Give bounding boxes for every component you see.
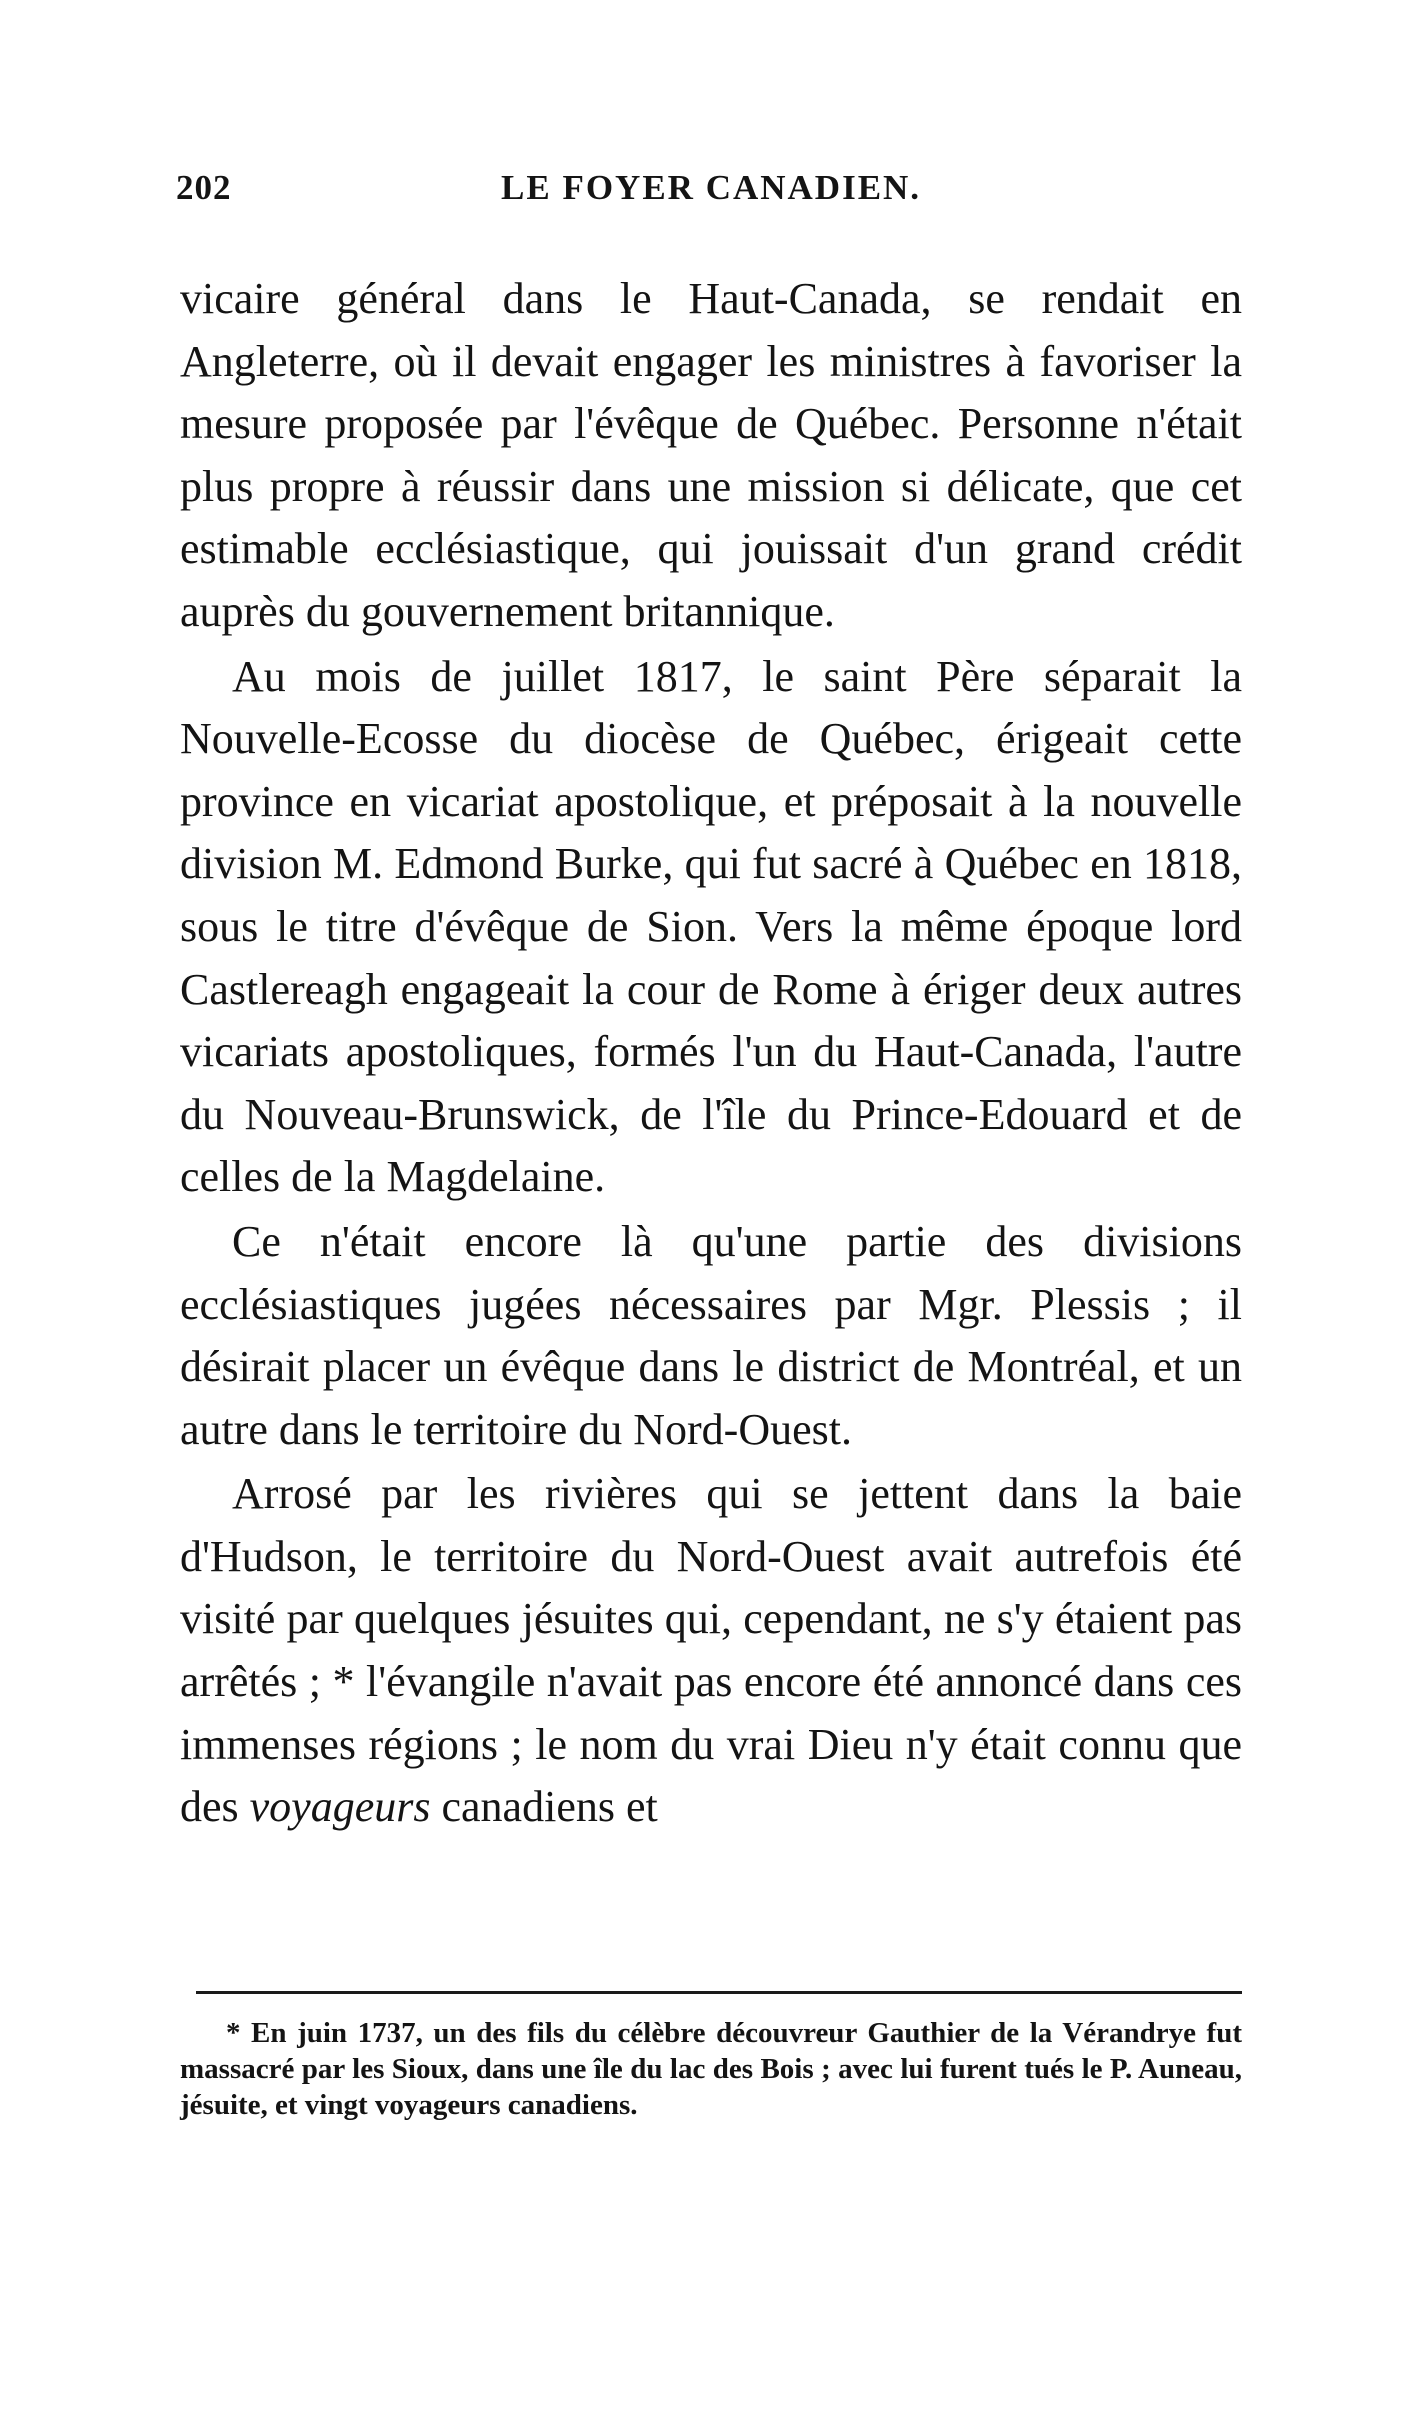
running-head: [176, 168, 1241, 218]
page-number: 202: [176, 168, 232, 207]
paragraph-4-text-a: Arrosé par les rivières qui se jettent dans la baie d'Hudson, le territoire du Nord-Ouest avait autrefois été visité par quelques jésuites qui, cependant, ne s'y étaient pas arrêtés ; * l'évangile n'avait pas encore été annoncé dans ces immenses régions ; le nom du vrai Dieu n'y était connu que des: [180, 1469, 1242, 1832]
paragraph-4-italic: voyageurs: [249, 1782, 431, 1832]
running-title: LE FOYER CANADIEN.: [501, 168, 922, 207]
paragraph-3: Ce n'était encore là qu'une partie des divisions ecclésiastiques jugées nécessaires par Mgr. Plessis ; il désirait placer un évêque dans le district de Montréal, et un autre dans le territoire du Nord-Ouest.: [180, 1216, 1242, 1454]
body-text: [180, 268, 1242, 1839]
footnote-divider: [196, 1991, 1242, 1994]
footnote-text: * En juin 1737, un des fils du célèbre découvreur Gauthier de la Vérandrye fut massacré par les Sioux, dans une île du lac des Bois ; avec lui furent tués le P. Auneau, jésuite, et vingt voyageurs canadiens.: [180, 2017, 1242, 2121]
paragraph-2: Au mois de juillet 1817, le saint Père séparait la Nouvelle-Ecosse du diocèse de Québec, érigeait cette province en vicariat apostolique, et préposait à la nouvelle division M. Edmond Burke, qui fut sacré à Québec en 1818, sous le titre d'évêque de Sion. Vers la même époque lord Castlereagh engageait la cour de Rome à ériger deux autres vicariats apostoliques, formés l'un du Haut-Canada, l'autre du Nouveau-Brunswick, de l'île du Prince-Edouard et de celles de la Magdelaine.: [180, 651, 1242, 1202]
paragraph-4: [180, 1463, 1242, 1839]
paragraph-1: vicaire général dans le Haut-Canada, se rendait en Angleterre, où il devait engager les ministres à favoriser la mesure proposée par l'évêque de Québec. Personne n'était plus propre à réussir dans une mission si délicate, que cet estimable ecclésiastique, qui jouissait d'un grand crédit auprès du gouvernement britannique.: [180, 274, 1242, 636]
paragraph-4-text-b: canadiens et: [430, 1782, 658, 1832]
footnote: [180, 2015, 1242, 2123]
